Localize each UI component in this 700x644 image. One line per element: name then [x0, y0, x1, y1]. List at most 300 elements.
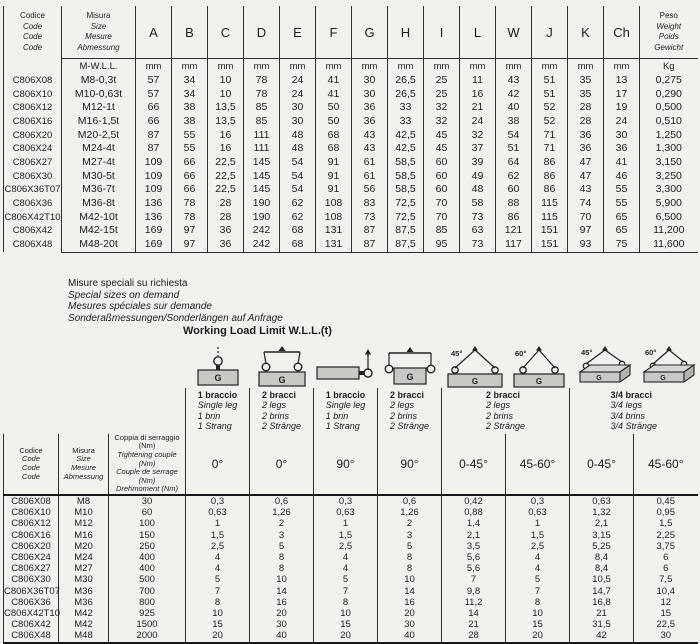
dim-cell: 68: [280, 238, 316, 252]
t1-col-W: W: [496, 6, 532, 59]
wll-cell: 8: [378, 563, 442, 574]
dim-cell: 86: [496, 211, 532, 225]
wll-cell: 15: [634, 608, 698, 619]
dim-cell: 131: [316, 224, 352, 238]
unit-mm: mm: [208, 59, 244, 75]
wll-cell: 11,2: [442, 597, 506, 608]
dim-cell: 43: [352, 129, 388, 143]
t1-col-F: F: [316, 6, 352, 59]
dim-cell: 87,5: [388, 238, 424, 252]
wll-cell: 10,5: [570, 574, 634, 585]
t1-code-header: [4, 6, 62, 59]
dim-cell: 97: [172, 238, 208, 252]
unit-mm: mm: [460, 59, 496, 75]
dim-cell: 169: [136, 238, 172, 252]
dim-cell: 22,5: [208, 156, 244, 170]
wll-cell: 4: [314, 563, 378, 574]
header-line: Drehmoment (Nm): [115, 484, 179, 494]
table-row: [4, 530, 698, 541]
wll-cell: 2,5: [314, 541, 378, 552]
dim-cell: 35: [568, 88, 604, 102]
empty-cell: [4, 59, 62, 75]
header-line: Code: [22, 32, 43, 42]
dim-cell: 32: [424, 115, 460, 129]
dim-cell: 43: [496, 74, 532, 88]
dim-cell: 39: [460, 156, 496, 170]
dim-cell: 38: [172, 115, 208, 129]
wll-cell: 5,6: [442, 552, 506, 563]
wll-cell: 16,8: [570, 597, 634, 608]
wll-cell: 5,6: [442, 563, 506, 574]
t1-col-I: I: [424, 6, 460, 59]
wll-cell: 12: [634, 597, 698, 608]
dim-cell: 190: [244, 197, 280, 211]
header-line: Code: [22, 454, 40, 464]
wll-cell: 21: [442, 619, 506, 630]
leg-line: 3/4 legs: [610, 400, 642, 411]
t2-leg-label-row: [4, 388, 698, 434]
dim-cell: 58,5: [388, 170, 424, 184]
dim-cell: 54: [280, 183, 316, 197]
header-line: Peso: [659, 11, 678, 20]
leg-line: 1 braccio: [325, 390, 366, 400]
unit-mm: mm: [352, 59, 388, 75]
dim-cell: 60: [424, 170, 460, 184]
wll-cell: 0,45: [634, 495, 698, 507]
dim-cell: 136: [136, 211, 172, 225]
dim-cell: 73: [460, 238, 496, 252]
leg-line: 1 brin: [325, 410, 349, 421]
dim-cell: 36: [352, 101, 388, 115]
leg-label-beam-angled: [570, 388, 698, 434]
wll-cell: 3,75: [634, 541, 698, 552]
leg-label-two-0: [250, 388, 314, 434]
weight-cell: 1,300: [640, 142, 698, 156]
torque-cell: 60: [109, 507, 186, 518]
dim-cell: 78: [244, 74, 280, 88]
wll-cell: 1,5: [634, 518, 698, 529]
leg-line: 1 brin: [197, 410, 221, 421]
diagram-single-leg-0: [186, 344, 250, 388]
header-line: Weight: [656, 21, 682, 31]
dim-cell: 60: [424, 156, 460, 170]
t1-col-L: L: [460, 6, 496, 59]
unit-mm: mm: [532, 59, 568, 75]
note-line: Special sizes on demand: [68, 289, 180, 301]
size-cell: M8-0,3t: [62, 74, 136, 88]
t1-col-C: C: [208, 6, 244, 59]
dim-cell: 38: [496, 115, 532, 129]
svg-text:45°: 45°: [580, 348, 592, 357]
dim-cell: 61: [352, 170, 388, 184]
size-cell: M10: [59, 507, 109, 518]
dim-cell: 58,5: [388, 156, 424, 170]
torque-cell: 700: [109, 586, 186, 597]
wll-cell: 10,4: [634, 586, 698, 597]
dim-cell: 54: [280, 156, 316, 170]
size-cell: M42: [59, 608, 109, 619]
dim-cell: 121: [496, 224, 532, 238]
dim-cell: 52: [532, 101, 568, 115]
table-row: [4, 156, 698, 170]
header-line: Code: [22, 21, 43, 31]
wll-cell: 14: [442, 608, 506, 619]
t1-weight-header: [640, 6, 698, 59]
dim-cell: 78: [244, 88, 280, 102]
dim-cell: 28: [208, 197, 244, 211]
size-cell: M27-4t: [62, 156, 136, 170]
t1-size-header: [62, 6, 136, 59]
wll-cell: 14,7: [570, 586, 634, 597]
wll-cell: 4: [186, 552, 250, 563]
dim-cell: 78: [172, 211, 208, 225]
table-row: [4, 563, 698, 574]
diagram-beam-angled: [570, 344, 698, 388]
dim-cell: 55: [604, 197, 640, 211]
two-legs-45-icon: [443, 346, 505, 388]
dim-cell: 49: [460, 170, 496, 184]
wll-cell: 16: [378, 597, 442, 608]
wll-cell: 2: [378, 518, 442, 529]
wll-cell: 2,1: [570, 518, 634, 529]
table-row: [4, 541, 698, 552]
angle-col-2: 90°: [314, 434, 378, 495]
header-line: Misura: [72, 445, 95, 455]
dim-cell: 62: [280, 197, 316, 211]
wll-cell: 10: [378, 574, 442, 585]
wll-cell: 1: [186, 518, 250, 529]
size-cell: M8: [59, 495, 109, 507]
unit-mm: mm: [136, 59, 172, 75]
dim-cell: 62: [496, 170, 532, 184]
wll-cell: 30: [378, 619, 442, 630]
wll-cell: 5: [314, 574, 378, 585]
weight-cell: 3,150: [640, 156, 698, 170]
dim-cell: 93: [568, 238, 604, 252]
dim-cell: 66: [136, 115, 172, 129]
dim-cell: 111: [244, 142, 280, 156]
wll-cell: 8: [378, 552, 442, 563]
two-legs-90-icon: [381, 346, 439, 388]
dim-cell: 109: [136, 183, 172, 197]
size-cell: M42: [59, 619, 109, 630]
dim-cell: 97: [172, 224, 208, 238]
table-row: [4, 518, 698, 529]
dim-cell: 48: [460, 183, 496, 197]
wll-cell: 20: [250, 608, 314, 619]
dim-cell: 55: [604, 183, 640, 197]
dim-cell: 36: [208, 238, 244, 252]
svg-text:G: G: [405, 372, 414, 382]
dim-cell: 68: [316, 129, 352, 143]
dim-cell: 190: [244, 211, 280, 225]
wll-cell: 1,26: [378, 507, 442, 518]
wll-table: [3, 344, 698, 644]
code-cell: C806X16: [4, 530, 59, 541]
table-row: [4, 574, 698, 585]
wll-cell: 8,4: [570, 563, 634, 574]
dim-cell: 51: [532, 88, 568, 102]
t1-col-B: B: [172, 6, 208, 59]
wll-cell: 8,4: [570, 552, 634, 563]
dim-cell: 32: [424, 101, 460, 115]
wll-cell: 1,26: [250, 507, 314, 518]
code-cell: C806X48: [4, 238, 62, 252]
dim-cell: 65: [604, 224, 640, 238]
dim-cell: 242: [244, 224, 280, 238]
dim-cell: 95: [424, 238, 460, 252]
leg-line: 2 legs: [261, 400, 287, 411]
leg-line: 2 legs: [485, 400, 511, 411]
t1-col-Ch: Ch: [604, 6, 640, 59]
leg-line: 2 bracci: [261, 390, 297, 400]
dim-cell: 60: [496, 183, 532, 197]
wll-cell: 0,63: [186, 507, 250, 518]
wll-cell: 4: [186, 563, 250, 574]
dim-cell: 34: [172, 88, 208, 102]
dim-cell: 48: [280, 129, 316, 143]
unit-mm: mm: [424, 59, 460, 75]
dim-cell: 51: [496, 142, 532, 156]
svg-text:G: G: [213, 373, 222, 383]
dim-cell: 30: [604, 129, 640, 143]
dim-cell: 10: [208, 74, 244, 88]
dim-cell: 58: [460, 197, 496, 211]
code-cell: C806X16: [4, 115, 62, 129]
code-cell: C806X27: [4, 563, 59, 574]
dim-cell: 70: [424, 197, 460, 211]
table-row: [4, 238, 698, 252]
table-row: [4, 142, 698, 156]
dim-cell: 47: [568, 170, 604, 184]
torque-cell: 1500: [109, 619, 186, 630]
wll-cell: 0,6: [250, 495, 314, 507]
t2-diagram-row: [4, 344, 698, 388]
wll-cell: 0,6: [378, 495, 442, 507]
dim-cell: 63: [460, 224, 496, 238]
code-cell: C806X36: [4, 597, 59, 608]
header-line: Size: [90, 21, 107, 31]
wll-cell: 1: [506, 518, 570, 529]
wll-cell: 8: [250, 563, 314, 574]
wll-cell: 7: [186, 586, 250, 597]
t1-units-row: [4, 59, 698, 75]
dim-cell: 45: [424, 142, 460, 156]
header-line: Misura: [86, 11, 111, 20]
dim-cell: 91: [316, 156, 352, 170]
header-line: Mesure: [85, 32, 112, 41]
code-cell: C806X08: [4, 74, 62, 88]
dim-cell: 42: [496, 88, 532, 102]
weight-cell: 11,200: [640, 224, 698, 238]
dim-cell: 70: [424, 211, 460, 225]
wll-cell: 0,63: [506, 507, 570, 518]
wll-cell: 22,5: [634, 619, 698, 630]
dim-cell: 71: [532, 142, 568, 156]
dim-cell: 87: [352, 238, 388, 252]
unit-mm: mm: [496, 59, 532, 75]
angle-col-5: 45-60°: [506, 434, 570, 495]
wll-cell: 7: [314, 586, 378, 597]
dim-cell: 56: [352, 183, 388, 197]
table-row: [4, 619, 698, 630]
wll-cell: 5,25: [570, 541, 634, 552]
dim-cell: 87: [136, 129, 172, 143]
wll-cell: 8: [250, 552, 314, 563]
header-line: Code: [22, 462, 40, 472]
dim-cell: 25: [424, 74, 460, 88]
wll-cell: 6: [634, 563, 698, 574]
dim-cell: 50: [316, 115, 352, 129]
header-line: Gewicht: [654, 42, 684, 52]
wll-cell: 2,5: [506, 541, 570, 552]
dim-cell: 131: [316, 238, 352, 252]
dim-cell: 151: [532, 238, 568, 252]
wll-cell: 30: [634, 630, 698, 642]
dim-cell: 66: [136, 101, 172, 115]
dim-cell: 48: [280, 142, 316, 156]
code-cell: C806X10: [4, 507, 59, 518]
leg-line: Single leg: [325, 400, 366, 411]
t1-col-A: A: [136, 6, 172, 59]
wll-cell: 15: [314, 619, 378, 630]
single-leg-90-icon: [315, 346, 377, 388]
code-cell: C806X30: [4, 574, 59, 585]
t2-code-header: [4, 434, 59, 495]
dim-cell: 242: [244, 238, 280, 252]
empty-cell: [4, 344, 186, 388]
leg-line: 1 Strang: [325, 420, 360, 431]
dim-cell: 54: [496, 129, 532, 143]
two-legs-60-icon: [507, 346, 569, 388]
dim-cell: 32: [460, 129, 496, 143]
weight-cell: 0,510: [640, 115, 698, 129]
wll-cell: 20: [186, 630, 250, 642]
dim-cell: 54: [280, 170, 316, 184]
dim-cell: 73: [460, 211, 496, 225]
unit-mm: mm: [172, 59, 208, 75]
table-row: [4, 597, 698, 608]
dim-cell: 109: [136, 170, 172, 184]
dim-cell: 78: [172, 197, 208, 211]
dim-cell: 97: [568, 224, 604, 238]
leg-line: 3/4 brins: [610, 410, 645, 421]
weight-cell: 0,500: [640, 101, 698, 115]
dim-cell: 87: [352, 224, 388, 238]
dim-cell: 88: [496, 197, 532, 211]
single-leg-0-icon: [190, 346, 246, 388]
wll-cell: 5: [378, 541, 442, 552]
dim-cell: 91: [316, 183, 352, 197]
dim-cell: 10: [208, 88, 244, 102]
wll-cell: 1,32: [570, 507, 634, 518]
code-cell: C806X42: [4, 619, 59, 630]
wll-cell: 20: [314, 630, 378, 642]
wll-cell: 2,5: [186, 541, 250, 552]
dim-cell: 50: [316, 101, 352, 115]
wll-cell: 20: [378, 608, 442, 619]
dim-cell: 43: [568, 183, 604, 197]
header-line: Mesure: [70, 462, 96, 472]
t2-torque-header: [109, 434, 186, 495]
svg-text:45°: 45°: [450, 349, 462, 358]
wll-cell: 4: [506, 563, 570, 574]
code-cell: C806X42T10: [4, 608, 60, 620]
size-cell: M20: [59, 541, 109, 552]
dim-cell: 36: [208, 224, 244, 238]
table-row: [4, 129, 698, 143]
header-line: Size: [76, 454, 91, 464]
dim-cell: 16: [208, 142, 244, 156]
wll-cell: 7: [506, 586, 570, 597]
wll-cell: 10: [250, 574, 314, 585]
torque-cell: 925: [109, 608, 186, 619]
dim-cell: 42,5: [388, 129, 424, 143]
angle-col-1: 0°: [250, 434, 314, 495]
torque-cell: 400: [109, 552, 186, 563]
dim-cell: 46: [604, 170, 640, 184]
header-line: Code: [22, 471, 40, 481]
dim-cell: 36: [568, 129, 604, 143]
code-cell: C806X48: [4, 630, 59, 642]
code-cell: C806X36T07: [4, 585, 60, 597]
dim-cell: 35: [568, 74, 604, 88]
dim-cell: 108: [316, 211, 352, 225]
leg-line: 2 legs: [389, 400, 415, 411]
wll-cell: 42: [570, 630, 634, 642]
code-cell: C806X08: [4, 495, 59, 507]
wll-cell: 28: [442, 630, 506, 642]
dim-cell: 86: [532, 183, 568, 197]
diagram-single-leg-90: [314, 344, 378, 388]
code-cell: C806X36T07: [4, 184, 61, 196]
table-row: [4, 507, 698, 518]
header-line: Tightening couple (Nm): [117, 450, 177, 468]
dim-cell: 87,5: [388, 224, 424, 238]
dim-cell: 22,5: [208, 183, 244, 197]
dim-cell: 58,5: [388, 183, 424, 197]
dim-cell: 47: [568, 156, 604, 170]
wll-cell: 5: [250, 541, 314, 552]
wll-cell: 7: [442, 574, 506, 585]
torque-cell: 800: [109, 597, 186, 608]
wll-cell: 1,4: [442, 518, 506, 529]
code-cell: C806X10: [4, 88, 62, 102]
dim-cell: 60: [424, 183, 460, 197]
dim-cell: 11: [460, 74, 496, 88]
dim-cell: 16: [208, 129, 244, 143]
unit-mm: mm: [244, 59, 280, 75]
note-line: Sonderaßmessungen/Sonderlängen auf Anfrage: [68, 312, 283, 324]
dim-cell: 145: [244, 183, 280, 197]
leg-label-two-90: [378, 388, 442, 434]
svg-text:60°: 60°: [514, 349, 526, 358]
wll-cell: 4: [506, 552, 570, 563]
angle-col-3: 90°: [378, 434, 442, 495]
note-line: Mesures spéciales sur demande: [68, 301, 212, 313]
dim-cell: 33: [388, 101, 424, 115]
wll-cell: 5: [506, 574, 570, 585]
size-cell: M30-5t: [62, 170, 136, 184]
dim-cell: 115: [532, 211, 568, 225]
code-cell: C806X20: [4, 129, 62, 143]
angle-col-7: 45-60°: [634, 434, 698, 495]
wll-cell: 1,5: [506, 530, 570, 541]
dim-cell: 24: [280, 88, 316, 102]
wll-cell: 40: [378, 630, 442, 642]
wll-cell: 0,3: [506, 495, 570, 507]
dim-cell: 37: [460, 142, 496, 156]
